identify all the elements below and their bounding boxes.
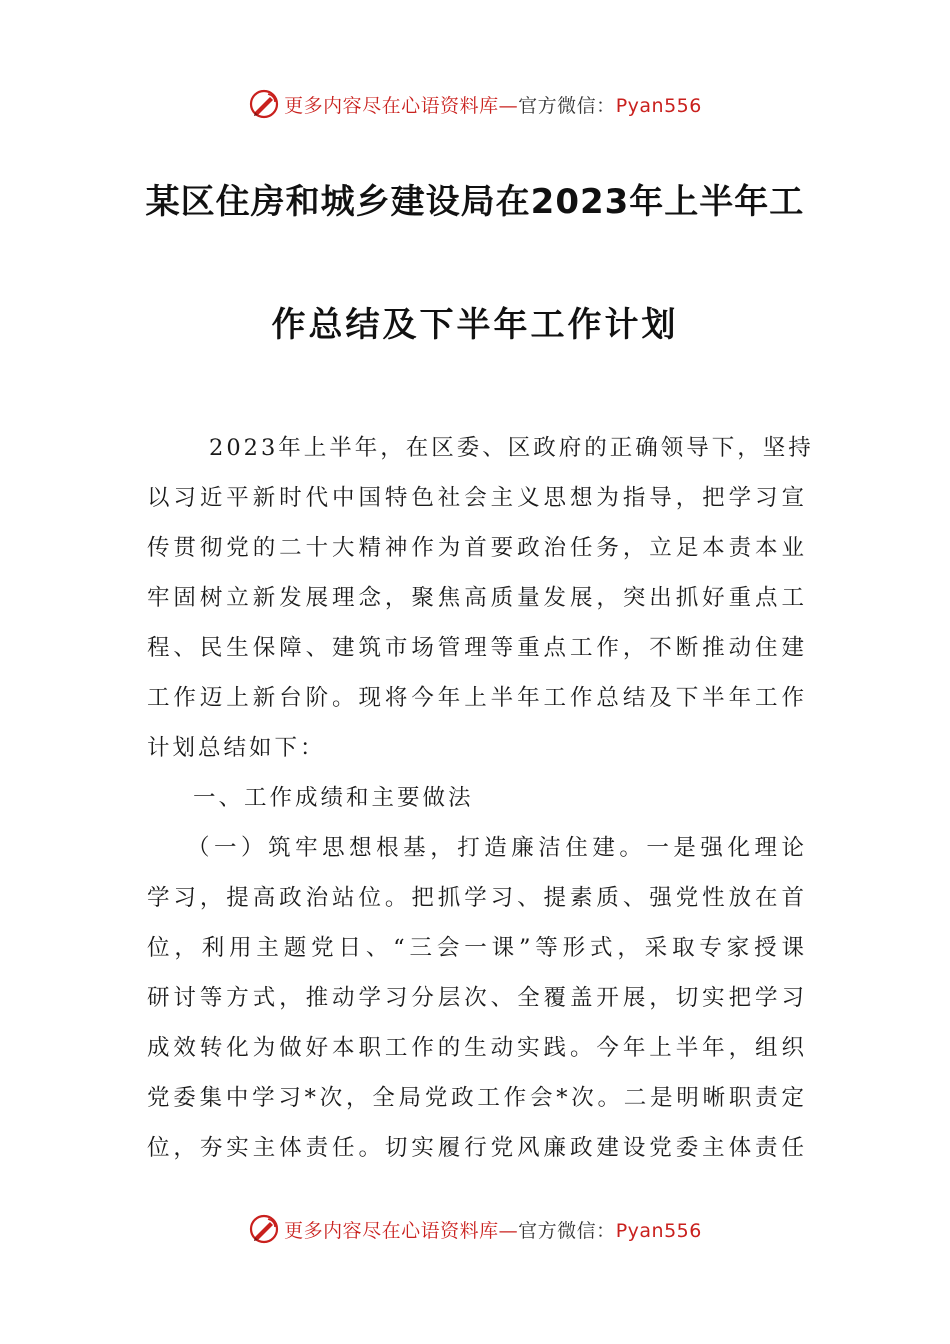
body-line: 研讨等方式，推动学习分层次、全覆盖开展，切实把学习 [147,985,807,1011]
banner-dash: — [498,1219,519,1242]
document-title-line-1: 某区住房和城乡建设局在2023年上半年工 [145,182,805,222]
body-line: 程、民生保障、建筑市场管理等重点工作，不断推动住建 [147,635,807,661]
body-line: 计划总结如下： [147,735,326,761]
banner-text [284,1216,702,1243]
body-line: （一）筑牢思想根基，打造廉洁住建。一是强化理论 [187,835,807,861]
pen-logo-icon [248,88,280,120]
body-line: 2023年上半年，在区委、区政府的正确领导下，坚持 [209,435,814,461]
body-line: 学习，提高政治站位。把抓学习、提素质、强党性放在首 [147,885,807,911]
body-line: 传贯彻党的二十大精神作为首要政治任务，立足本责本业 [147,535,807,561]
banner-wechat-id: Pyan556 [615,94,702,117]
body-line: 工作迈上新台阶。现将今年上半年工作总结及下半年工作 [147,685,807,711]
banner-wechat-label: 官方微信： [518,1219,616,1242]
body-line: 牢固树立新发展理念，聚焦高质量发展，突出抓好重点工 [147,585,807,611]
section-heading: 一、工作成绩和主要做法 [193,785,474,811]
banner-dash: — [498,94,519,117]
document-body [147,423,814,1173]
footer-banner [0,1207,950,1251]
body-line: 以习近平新时代中国特色社会主义思想为指导，把学习宣 [147,485,807,511]
body-line: 党委集中学习*次，全局党政工作会*次。二是明晰职责定 [147,1085,807,1111]
banner-wechat-id: Pyan556 [615,1219,702,1242]
banner-main-text: 更多内容尽在心语资料库 [284,1219,499,1242]
body-line: 成效转化为做好本职工作的生动实践。今年上半年，组织 [147,1035,807,1061]
body-line: 位，利用主题党日、“三会一课”等形式，采取专家授课 [147,935,807,961]
banner-text [284,91,702,118]
body-line: 位，夯实主体责任。切实履行党风廉政建设党委主体责任 [147,1135,807,1161]
header-banner [0,82,950,126]
banner-wechat-label: 官方微信： [518,94,616,117]
document-title-line-2: 作总结及下半年工作计划 [271,305,679,345]
pen-logo-icon [248,1213,280,1245]
banner-main-text: 更多内容尽在心语资料库 [284,94,499,117]
